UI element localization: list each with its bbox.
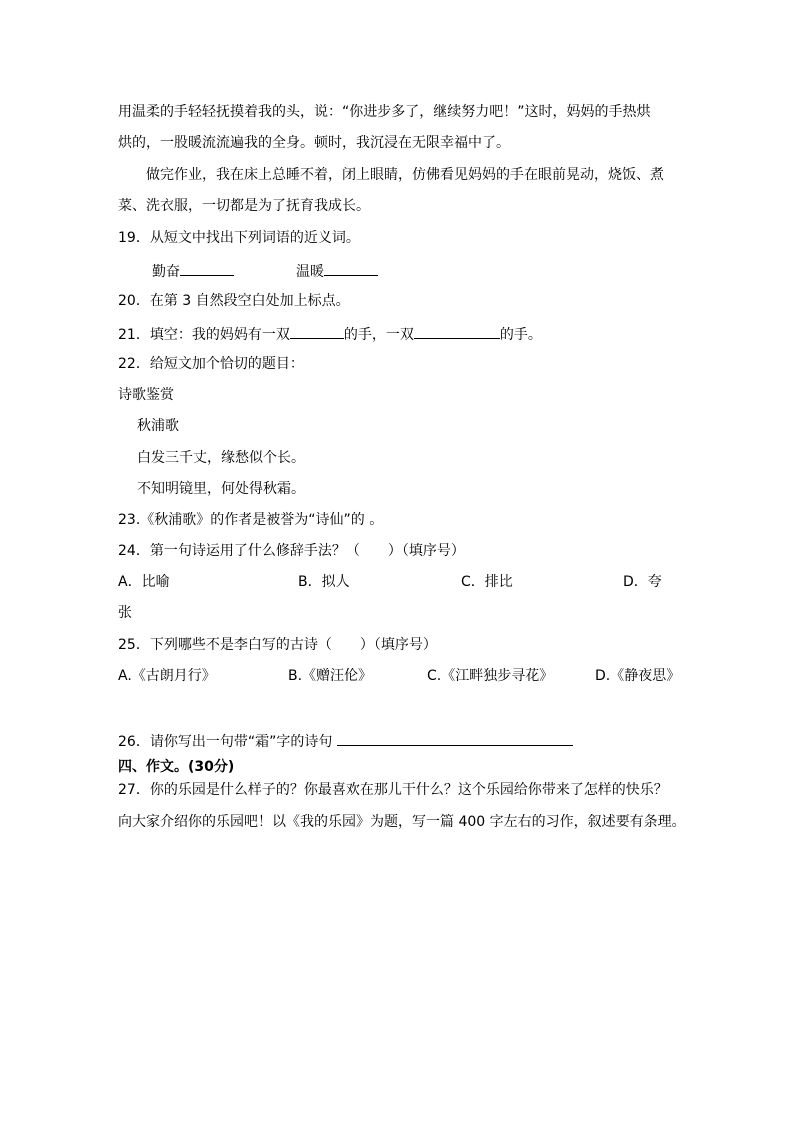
question-24: 24．第一句诗运用了什么修辞手法？（ ）（填序号）: [118, 543, 465, 559]
q19-word2-label: 温暖: [296, 264, 324, 280]
q19-blank1[interactable]: [180, 261, 234, 276]
passage-line: 用温柔的手轻轻抚摸着我的头，说：“你进步多了，继续努力吧！”这时，妈妈的手热烘: [118, 104, 651, 120]
q24-option-b[interactable]: B．拟人: [298, 574, 350, 590]
poem-title: 秋浦歌: [137, 418, 179, 434]
passage-line: 菜、洗衣服，一切都是为了抚育我成长。: [118, 198, 370, 214]
question-21: [118, 324, 542, 344]
question-25: 25．下列哪些不是李白写的古诗（ ）（填序号）: [118, 637, 437, 653]
question-26: [118, 731, 573, 751]
q21-text: 的手。: [499, 327, 542, 343]
q25-option-d[interactable]: D.《静夜思》: [595, 668, 681, 684]
q19-blank2[interactable]: [324, 261, 378, 276]
q26-text: 26．请你写出一句带“霜”字的诗句: [118, 734, 333, 750]
q19-word1-label: 勤奋: [152, 264, 180, 280]
q21-text: 的手，一双: [343, 327, 414, 343]
q25-option-b[interactable]: B.《赠汪伦》: [288, 668, 373, 684]
q24-option-a[interactable]: A．比喻: [118, 574, 170, 590]
passage-line: 烘的，一股暖流流遍我的全身。顿时，我沉浸在无限幸福中了。: [118, 135, 510, 151]
q24-option-c[interactable]: C．排比: [461, 574, 513, 590]
question-19: 19．从短文中找出下列词语的近义词。: [118, 230, 360, 246]
poem-line: 白发三千丈，缘愁似个长。: [137, 450, 305, 466]
q25-option-c[interactable]: C.《江畔独步寻花》: [427, 668, 554, 684]
q24-option-d-wrap: 张: [118, 605, 132, 621]
q25-option-a[interactable]: A.《古朗月行》: [118, 668, 216, 684]
passage-line: 做完作业，我在床上总睡不着，闭上眼睛，仿佛看见妈妈的手在眼前晃动，烧饭、煮: [146, 167, 664, 183]
section-poem: 诗歌鉴赏: [118, 387, 174, 403]
q21-blank2[interactable]: [414, 324, 500, 339]
question-20: 20．在第 3 自然段空白处加上标点。: [118, 293, 350, 309]
section-4-heading: 四、作文。(30分): [118, 759, 235, 775]
q24-option-d[interactable]: D．夸: [623, 574, 662, 590]
question-23: 23.《秋浦歌》的作者是被誉为“诗仙”的 。: [118, 512, 384, 528]
q21-blank1[interactable]: [290, 324, 344, 339]
q21-text: 21．填空：我的妈妈有一双: [118, 327, 290, 343]
q19-word2: [296, 261, 378, 281]
q19-word1: [152, 261, 234, 281]
q26-answer-blank[interactable]: [337, 731, 573, 746]
question-27-line: 27．你的乐园是什么样子的？你最喜欢在那儿干什么？这个乐园给你带来了怎样的快乐？: [118, 782, 668, 798]
question-27-line: 向大家介绍你的乐园吧！以《我的乐园》为题，写一篇 400 字左右的习作，叙述要有条理。: [118, 814, 686, 830]
poem-line: 不知明镜里，何处得秋霜。: [137, 481, 305, 497]
question-22: 22．给短文加个恰切的题目：: [118, 356, 304, 372]
